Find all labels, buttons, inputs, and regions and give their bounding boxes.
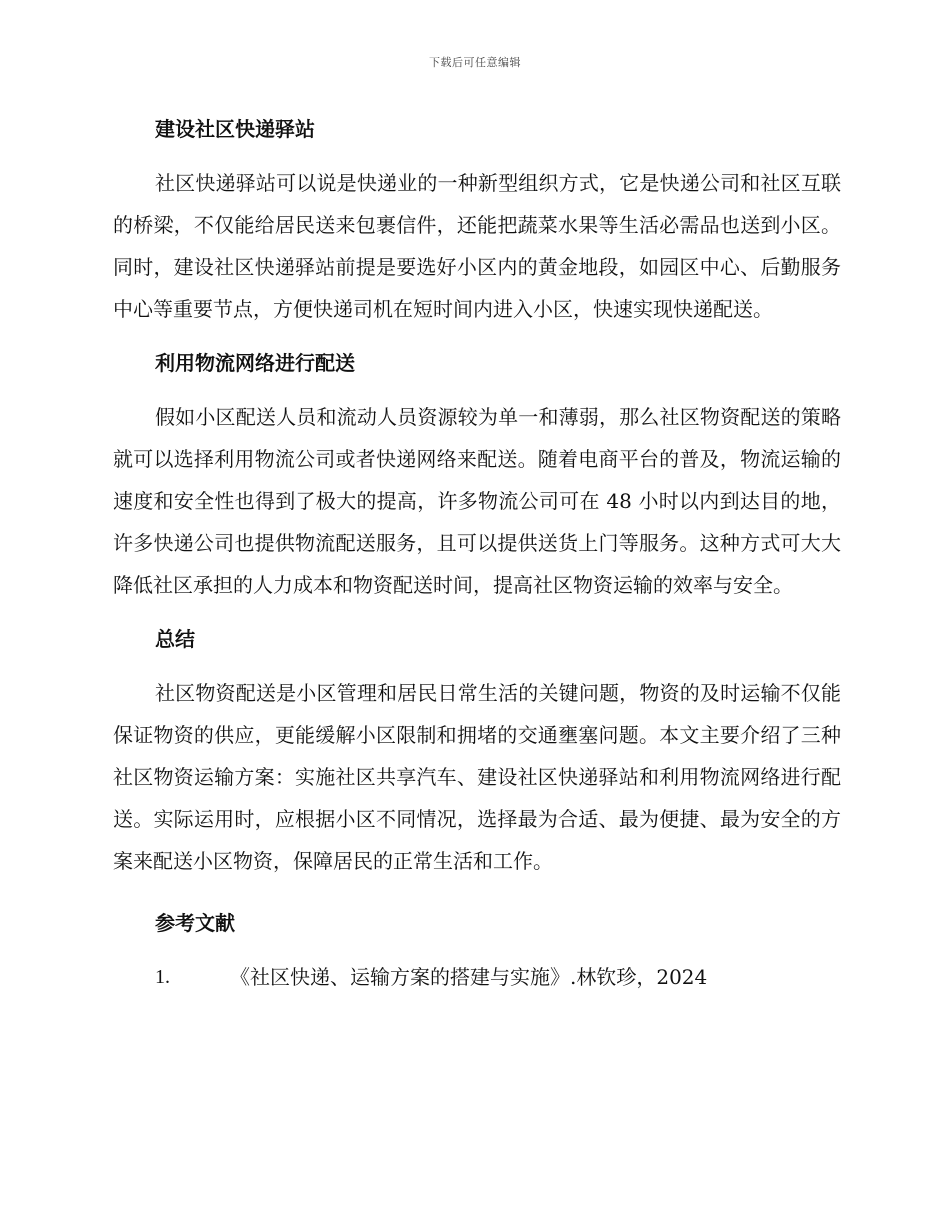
- section-paragraph-summary: 社区物资配送是小区管理和居民日常生活的关键问题，物资的及时运输不仅能保证物资的供应，更能缓解小区限制和拥堵的交通壅塞问题。本文主要介绍了三种社区物资运输方案：实施社区共享汽车、建设社区快递驿站和利用物流网络进行配送。实际运用时，应根据小区不同情况，选择最为合适、最为便捷、最为安全的方案来配送小区物资，保障居民的正常生活和工作。: [113, 681, 841, 873]
- reference-number: 1.: [155, 966, 170, 988]
- section-paragraph-logistics-network: 假如小区配送人员和流动人员资源较为单一和薄弱，那么社区物资配送的策略就可以选择利用物流公司或者快递网络来配送。随着电商平台的普及，物流运输的速度和安全性也得到了极大的提高，许多物流公司可在 48 小时以内到达目的地，许多快递公司也提供物流配送服务，且可以提供送货上门等服务。这种方式可大大降低社区承担的人力成本和物资配送时间，提高社区物资运输的效率与安全。: [113, 405, 841, 597]
- page-header-note: 下载后可任意编辑: [429, 56, 521, 69]
- document-body: [113, 108, 841, 998]
- reference-item: [113, 956, 841, 998]
- section-heading-logistics-network: 利用物流网络进行配送: [155, 351, 355, 375]
- section-heading-express-station: 建设社区快递驿站: [155, 117, 315, 141]
- references-heading: 参考文献: [155, 911, 235, 935]
- reference-text: 《社区快递、运输方案的搭建与实施》.林钦珍，2024: [230, 965, 708, 989]
- section-paragraph-express-station: 社区快递驿站可以说是快递业的一种新型组织方式，它是快递公司和社区互联的桥梁，不仅能给居民送来包裹信件，还能把蔬菜水果等生活必需品也送到小区。同时，建设社区快递驿站前提是要选好小区内的黄金地段，如园区中心、后勤服务中心等重要节点，方便快递司机在短时间内进入小区，快速实现快递配送。: [113, 171, 841, 321]
- section-heading-summary: 总结: [155, 627, 195, 651]
